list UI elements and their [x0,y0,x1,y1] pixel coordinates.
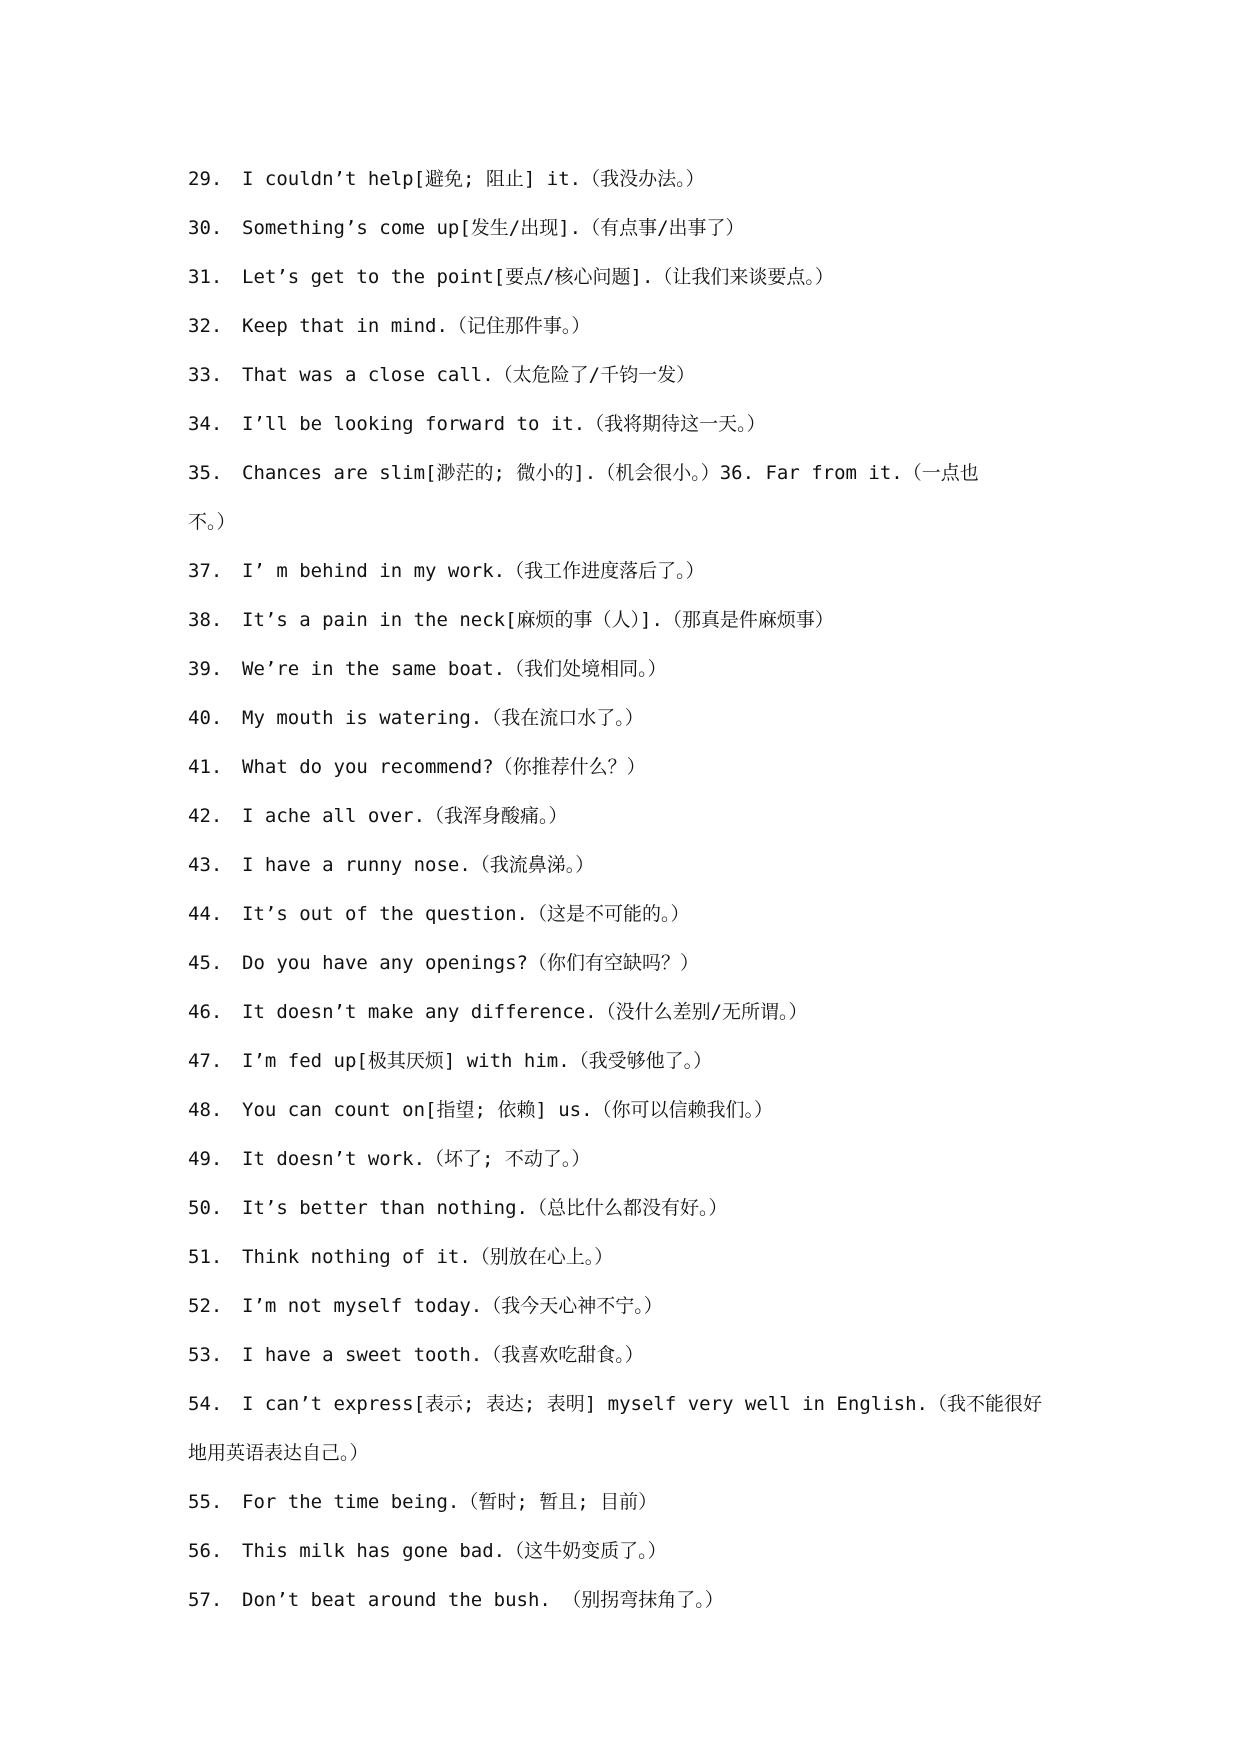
item-text: What do you recommend?（你推荐什么？） [242,756,646,778]
item-text: It doesn’t make any difference.（没什么差别/无所谓。） [242,1001,808,1023]
list-item [188,253,1068,302]
item-text: For the time being.（暂时; 暂且; 目前） [242,1491,658,1513]
list-item [188,155,1068,204]
list-item [188,988,1068,1037]
list-item [188,890,1068,939]
item-text: Think nothing of it.（别放在心上。） [242,1246,614,1268]
item-number: 34. [188,413,223,435]
list-item [188,1282,1068,1331]
list-item [188,204,1068,253]
item-number: 30. [188,217,223,239]
item-text: I have a sweet tooth.（我喜欢吃甜食。） [242,1344,644,1366]
list-item [188,792,1068,841]
item-text: That was a close call.（太危险了/千钧一发） [242,364,696,386]
item-number: 35. [188,462,223,484]
item-number: 41. [188,756,223,778]
item-text: Don’t beat around the bush. （别拐弯抹角了。） [242,1589,724,1611]
item-text: I’m fed up[极其厌烦] with him.（我受够他了。） [242,1050,713,1072]
list-item [188,1135,1068,1184]
list-item [188,1233,1068,1282]
item-text: It’s a pain in the neck[麻烦的事（人）].（那真是件麻烦事） [242,609,834,631]
item-number: 52. [188,1295,223,1317]
item-text: Do you have any openings?（你们有空缺吗？） [242,952,699,974]
list-item [188,1184,1068,1233]
list-item [188,1527,1068,1576]
list-item [188,694,1068,743]
item-text: I’m not myself today.（我今天心神不宁。） [242,1295,663,1317]
item-number: 43. [188,854,223,876]
list-item [188,1380,1068,1429]
list-item [188,939,1068,988]
item-text: I’ m behind in my work.（我工作进度落后了。） [242,560,705,582]
item-number: 29. [188,168,223,190]
list-item [188,302,1068,351]
item-text: It’s better than nothing.（总比什么都没有好。） [242,1197,728,1219]
list-item [188,841,1068,890]
item-number: 46. [188,1001,223,1023]
item-number: 47. [188,1050,223,1072]
item-text: You can count on[指望; 依赖] us.（你可以信赖我们。） [242,1099,774,1121]
phrase-list [188,155,1068,1625]
item-number: 33. [188,364,223,386]
item-number: 38. [188,609,223,631]
item-text: It doesn’t work.（坏了; 不动了。） [242,1148,591,1170]
item-text: We’re in the same boat.（我们处境相同。） [242,658,667,680]
item-number: 48. [188,1099,223,1121]
list-item-continuation: 不。） [188,511,236,533]
item-number: 53. [188,1344,223,1366]
list-item [188,1576,1068,1625]
item-text: I ache all over.（我浑身酸痛。） [242,805,568,827]
item-number: 55. [188,1491,223,1513]
item-number: 40. [188,707,223,729]
item-text: Let’s get to the point[要点/核心问题].（让我们来谈要点。） [242,266,834,288]
list-item [188,743,1068,792]
item-number: 49. [188,1148,223,1170]
list-item [188,645,1068,694]
item-text: Keep that in mind.（记住那件事。） [242,315,591,337]
item-number: 51. [188,1246,223,1268]
item-number: 57. [188,1589,223,1611]
item-number: 42. [188,805,223,827]
list-item-continuation: 地用英语表达自己。） [188,1442,369,1464]
item-text: I can’t express[表示; 表达; 表明] myself very well in English.（我不能很好 [242,1393,1042,1415]
item-text: I couldn’t help[避免; 阻止] it.（我没办法。） [242,168,705,190]
item-text: It’s out of the question.（这是不可能的。） [242,903,690,925]
item-number: 32. [188,315,223,337]
list-item [188,1086,1068,1135]
item-number: 31. [188,266,223,288]
list-item [188,1331,1068,1380]
list-item [188,547,1068,596]
list-item [188,351,1068,400]
item-text: My mouth is watering.（我在流口水了。） [242,707,644,729]
item-number: 37. [188,560,223,582]
item-number: 44. [188,903,223,925]
item-text: I have a runny nose.（我流鼻涕。） [242,854,595,876]
item-number: 39. [188,658,223,680]
item-number: 50. [188,1197,223,1219]
item-text: Chances are slim[渺茫的; 微小的].（机会很小。）36. Far from it.（一点也 [242,462,979,484]
list-item [188,596,1068,645]
list-item [188,400,1068,449]
item-number: 54. [188,1393,223,1415]
list-item [188,1037,1068,1086]
item-text: Something’s come up[发生/出现].（有点事/出事了） [242,217,745,239]
item-number: 56. [188,1540,223,1562]
list-item [188,449,1068,498]
item-text: This milk has gone bad.（这牛奶变质了。） [242,1540,667,1562]
item-number: 45. [188,952,223,974]
list-item [188,1478,1068,1527]
item-text: I’ll be looking forward to it.（我将期待这一天。） [242,413,766,435]
